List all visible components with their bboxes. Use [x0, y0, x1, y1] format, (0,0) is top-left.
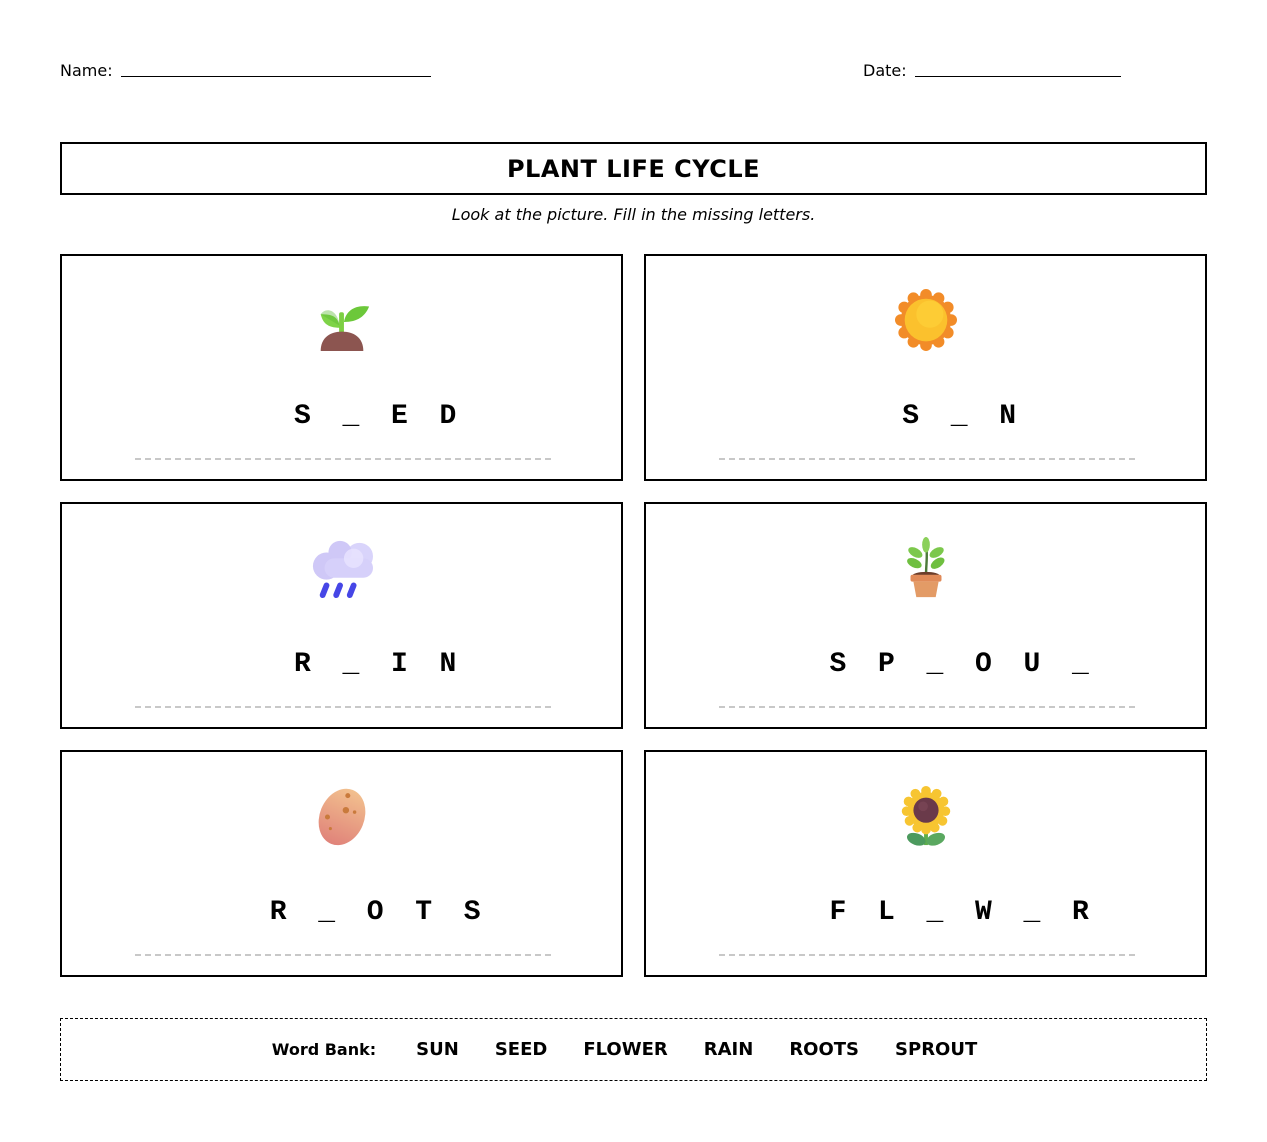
letter-blank[interactable]: _: [926, 897, 944, 928]
letter-blank[interactable]: _: [1071, 649, 1089, 680]
letter: S: [829, 649, 847, 680]
answer-line[interactable]: [135, 458, 551, 460]
letter: R: [269, 897, 287, 928]
word-bank-label: Word Bank:: [271, 1040, 377, 1059]
answer-line[interactable]: [135, 954, 551, 956]
answer-line[interactable]: [135, 706, 551, 708]
letter-blank[interactable]: _: [342, 401, 360, 432]
word-puzzle: [62, 866, 621, 959]
instructions: Look at the picture. Fill in the missing letters.: [451, 205, 816, 224]
letter: R: [1071, 897, 1089, 928]
potted-plant-icon: [646, 536, 1205, 600]
title-box: [60, 142, 1207, 195]
card-flower: [644, 750, 1207, 977]
name-label: Name:: [60, 61, 113, 80]
letter-blank[interactable]: _: [950, 401, 968, 432]
word-puzzle: [62, 618, 621, 711]
word-bank-word: ROOTS: [789, 1039, 860, 1060]
date-label: Date:: [863, 61, 907, 80]
letter: S: [902, 401, 920, 432]
word-bank-word: SUN: [416, 1039, 459, 1060]
letter: D: [439, 401, 457, 432]
word-bank-word: RAIN: [703, 1039, 754, 1060]
card-roots: [60, 750, 623, 977]
letter: T: [415, 897, 433, 928]
letter: I: [390, 649, 408, 680]
date-input-line[interactable]: [915, 60, 1121, 77]
letter: E: [390, 401, 408, 432]
card-sun: [644, 254, 1207, 481]
answer-line[interactable]: [719, 458, 1135, 460]
letter: P: [877, 649, 895, 680]
card-sprout: [644, 502, 1207, 729]
potato-icon: [62, 784, 621, 848]
letter: R: [293, 649, 311, 680]
header-row: [60, 60, 1207, 82]
date-field[interactable]: [863, 60, 1121, 80]
word-puzzle: [62, 370, 621, 463]
name-input-line[interactable]: [121, 60, 431, 77]
sun-icon: [646, 288, 1205, 352]
letter: O: [974, 649, 992, 680]
letter: L: [877, 897, 895, 928]
word-puzzle: [646, 866, 1205, 959]
card-rain: [60, 502, 623, 729]
letter-blank[interactable]: _: [1023, 897, 1041, 928]
word-puzzle: [646, 370, 1205, 463]
word-bank-word: SEED: [494, 1039, 548, 1060]
answer-line[interactable]: [719, 954, 1135, 956]
sunflower-icon: [646, 784, 1205, 848]
letter: W: [974, 897, 992, 928]
letter-blank[interactable]: _: [342, 649, 360, 680]
letter-blank[interactable]: _: [318, 897, 336, 928]
card-seed: [60, 254, 623, 481]
rain-cloud-icon: [62, 536, 621, 600]
letter: O: [366, 897, 384, 928]
name-field[interactable]: [60, 60, 431, 80]
word-puzzle: [646, 618, 1205, 711]
letter-blank[interactable]: _: [926, 649, 944, 680]
page-title: PLANT LIFE CYCLE: [506, 154, 761, 183]
letter: S: [463, 897, 481, 928]
letter: N: [999, 401, 1017, 432]
letter: U: [1023, 649, 1041, 680]
seedling-icon: [62, 288, 621, 352]
word-bank: [60, 1018, 1207, 1081]
answer-line[interactable]: [719, 706, 1135, 708]
word-bank-word: FLOWER: [583, 1039, 668, 1060]
letter: S: [293, 401, 311, 432]
word-bank-word: SPROUT: [895, 1039, 978, 1060]
letter: F: [829, 897, 847, 928]
letter: N: [439, 649, 457, 680]
